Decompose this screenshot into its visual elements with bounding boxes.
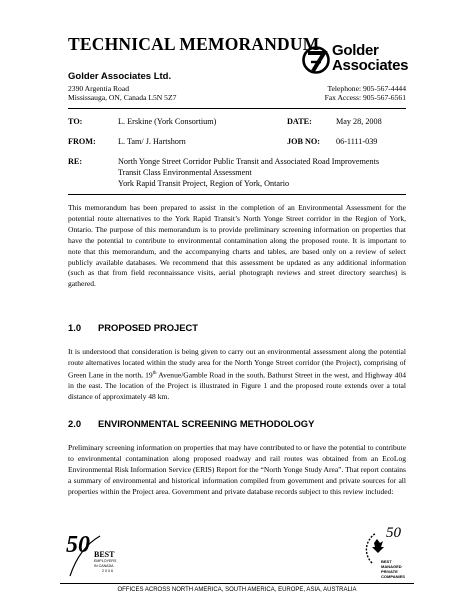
intro-paragraph: This memorandum has been prepared to assist in the completion of an Environmental Assessment for the potential route alternatives to the York Rapid Transit’s North Yonge Street corridor in the Region of York, Ontario. The purpose of this memorandum is to provide preliminary screening information on properties that have the potential to contribute to environmental contamination along the proposed route. It is important to note that this memorandum, and the accompanying charts and tables, are based only on a review of select publicly available databases. We recommend that this assessment be updated as any additional information (such as that from field reconnaissance visits, aerial photograph reviews and street directory searches) is gathered. — [68, 203, 406, 289]
best-managed-line-1: BEST — [381, 559, 392, 564]
best-managed-line-4: COMPANIES — [381, 574, 405, 579]
header-bottom-rule — [68, 194, 406, 195]
best-employers-line-4: 2006 — [102, 569, 114, 573]
section-1-heading — [68, 322, 198, 333]
date-label: DATE: — [287, 117, 312, 126]
best-employers-line-3: IN CANADA — [94, 564, 114, 568]
logo-text-associates: Associates — [332, 57, 409, 74]
best-employers-number: 50 — [66, 532, 90, 558]
re-line-2: Transit Class Environmental Assessment — [118, 168, 252, 177]
re-label: RE: — [68, 157, 83, 166]
re-line-1: North Yonge Street Corridor Public Transit and Associated Road Improvements — [118, 157, 380, 166]
best-employers-line-1: BEST — [94, 550, 115, 559]
section-2-paragraph: Preliminary screening information on properties that may have contributed to or have the potential to contribute to environmental contamination along proposed roadway and rail routes was obtained from an EcoLog Environmental Risk Information Service (ERIS) Report for the “North Yonge Study Area”. That report contains a summary of environmental and historical information compiled from government and private sources for all properties within the Project area. Government and private database records subject to this review included: — [68, 443, 406, 496]
section-1-text-b: Avenue/Gamble Road in the south, Bathurst Street in the west, and Highway 404 in the east. The location of the Project is illustrated in Figure 1 and the proposed route extends over a total distance of approximately 48 km. — [68, 370, 406, 402]
section-2-title: ENVIRONMENTAL SCREENING METHODOLOGY — [98, 418, 315, 429]
logo-text-golder: Golder — [332, 42, 379, 59]
from-value: L. Tam/ J. Hartshorn — [118, 137, 186, 146]
section-1-text-a: It is understood that consideration is being given to carry out an environmental assessment along the potential route alternatives located within the study area for the North Yonge Street corridor (the Project), comprising of Green Lane in the north, 19 — [68, 347, 406, 380]
company-telephone: Telephone: 905-567-4444 — [327, 84, 406, 93]
company-street: 2390 Argentia Road — [68, 84, 130, 93]
best-employers-line-2: EMPLOYERS — [94, 559, 117, 563]
footer-offices: OFFICES ACROSS NORTH AMERICA, SOUTH AMERICA, EUROPE, ASIA, AUSTRALIA — [117, 587, 357, 593]
from-label: FROM: — [68, 137, 96, 146]
job-value: 06-1111-039 — [336, 137, 378, 146]
section-1-number: 1.0 — [68, 322, 82, 333]
section-2-number: 2.0 — [68, 418, 82, 429]
re-line-3: York Rapid Transit Project, Region of York, Ontario — [118, 179, 290, 188]
section-2-heading — [68, 418, 314, 429]
date-value: May 28, 2008 — [336, 117, 382, 126]
company-name: Golder Associates Ltd. — [68, 71, 172, 82]
best-managed-badge — [360, 525, 420, 583]
section-1-title: PROPOSED PROJECT — [98, 322, 199, 333]
job-label: JOB NO: — [287, 137, 320, 146]
section-1-paragraph — [68, 347, 406, 403]
to-label: TO: — [68, 117, 83, 126]
best-managed-line-2: MANAGED — [381, 564, 402, 569]
best-employers-badge — [66, 528, 136, 580]
memo-title: TECHNICAL MEMORANDUM — [68, 34, 320, 54]
header-top-rule — [68, 108, 406, 109]
section-1-superscript: th — [152, 370, 157, 376]
best-managed-number: 50 — [386, 525, 401, 541]
company-city: Mississauga, ON, Canada L5N 5Z7 — [68, 93, 177, 102]
best-managed-line-3: PRIVATE — [381, 569, 398, 574]
footer-rule — [60, 583, 414, 584]
company-fax: Fax Access: 905-567-6561 — [324, 93, 406, 102]
to-value: L. Erskine (York Consortium) — [118, 117, 217, 126]
